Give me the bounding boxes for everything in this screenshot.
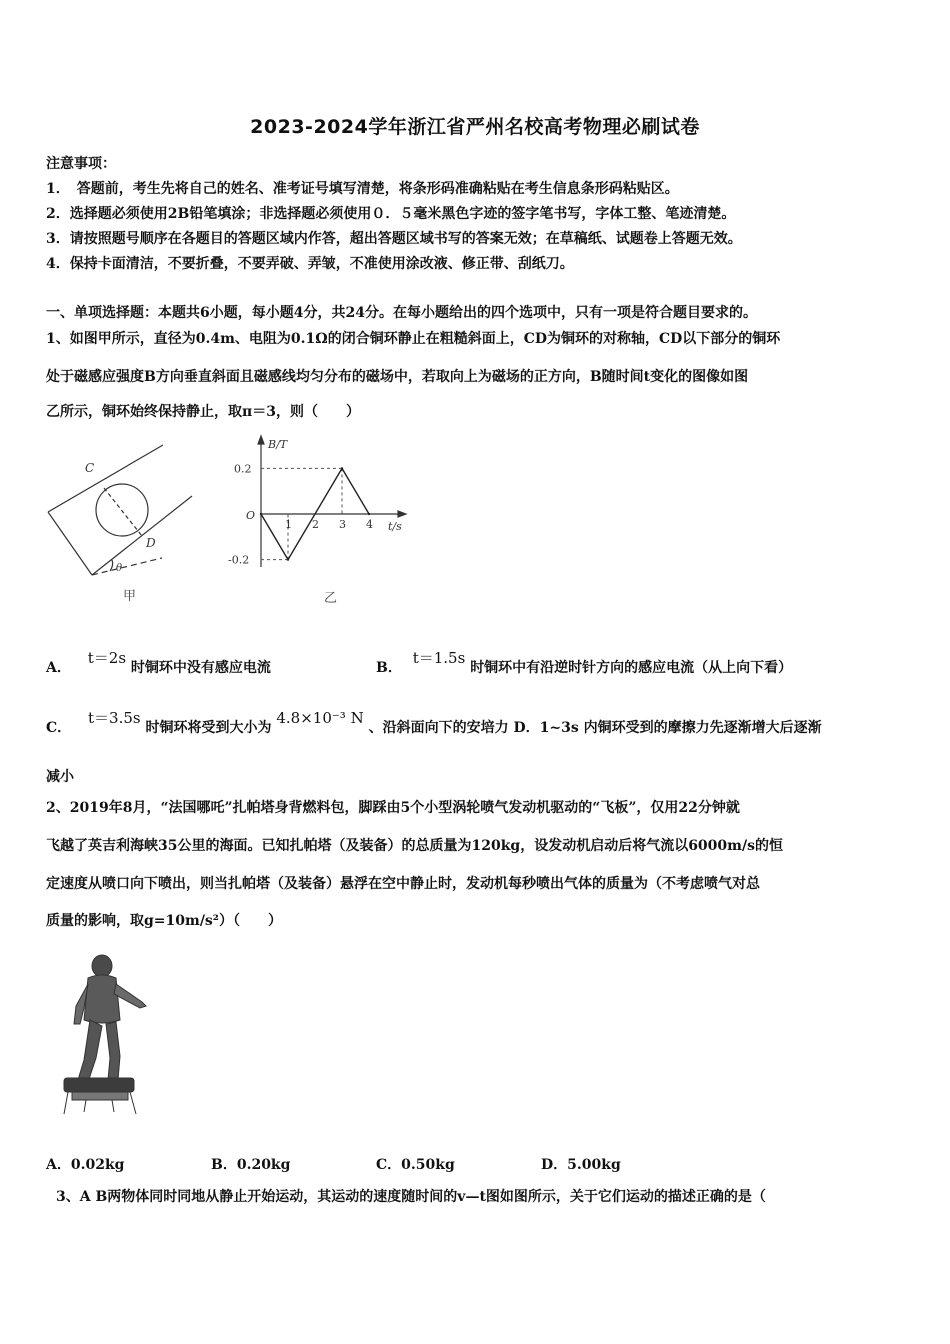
q1-option-c-text-2: 、沿斜面向下的安培力 D．1~3s 内铜环受到的摩擦力先逐渐增大后逐渐 <box>368 720 822 736</box>
notice-item-4: 4．保持卡面清洁，不要折叠，不要弄破、弄皱，不准使用涂改液、修正带、刮纸刀。 <box>46 256 574 272</box>
q1-option-b-math: t＝1.5s <box>412 649 466 667</box>
q1-line-3: 乙所示，铜环始终保持静止，取π＝3，则（ ） <box>46 404 360 420</box>
q3-line-1: 3、A B两物体同时同地从静止开始运动，其运动的速度随时间的v—t图如图所示，关于它们运动的描述正确的是（ <box>56 1189 766 1205</box>
caption-yi: 乙 <box>324 591 338 606</box>
q1-line-1: 1、如图甲所示，直径为0.4m、电阻为0.1Ω的闭合铜环静止在粗糙斜面上，CD为铜环的对称轴，CD以下部分的铜环 <box>46 331 781 347</box>
y-axis-arrow-icon <box>258 436 264 444</box>
q2-line-1: 2、2019年8月，“法国哪吒”扎帕塔身背燃料包，脚踩由5个小型涡轮喷气发动机驱动的“飞板”，仅用22分钟就 <box>46 800 740 816</box>
x-tick-label-4: 4 <box>366 518 373 531</box>
x-tick-label-3: 3 <box>339 518 346 531</box>
incline-drawing <box>48 445 192 575</box>
figure-yi-chart <box>222 432 422 607</box>
q2-option-b: B．0.20kg <box>211 1157 291 1173</box>
q1-option-a <box>46 649 271 677</box>
q1-line-2: 处于磁感应强度B方向垂直斜面且磁感线均匀分布的磁场中，若取向上为磁场的正方向，B随时间t变化的图像如图 <box>46 369 749 385</box>
label-d: D <box>146 536 156 550</box>
x-axis-label: t/s <box>388 520 402 533</box>
label-c: C <box>85 461 95 475</box>
q2-line-4: 质量的影响，取g=10m/s²）（ ） <box>46 913 282 929</box>
y-axis-label: B/T <box>268 438 288 451</box>
notice-item-3: 3．请按照题号顺序在各题目的答题区域内作答，超出答题区域书写的答案无效；在草稿纸、试题卷上答题无效。 <box>46 231 742 247</box>
label-theta: θ <box>116 563 123 574</box>
data-point-0 <box>260 513 262 515</box>
caption-jia: 甲 <box>123 589 137 604</box>
data-point-1 <box>287 558 289 560</box>
q2-option-c: C．0.50kg <box>376 1157 455 1173</box>
x-tick-label-2: 2 <box>312 518 319 531</box>
y-tick-label-1: -0.2 <box>228 553 250 567</box>
flyboard-person-image <box>50 950 160 1120</box>
q1-option-b <box>376 649 793 677</box>
notice-item-1: 1． 答题前，考生先将自己的姓名、准考证号填写清楚，将条形码准确粘贴在考生信息条形码粘贴区。 <box>46 181 679 197</box>
x-axis-arrow-icon <box>398 511 406 517</box>
q1-option-a-text: 时铜环中没有感应电流 <box>130 660 271 676</box>
q1-option-c-math-2: 4.8×10⁻³ N <box>276 709 364 727</box>
notice-heading: 注意事项： <box>46 156 116 172</box>
section-heading: 一、单项选择题：本题共6小题，每小题4分，共24分。在每小题给出的四个选项中，只有一项是符合题目要求的。 <box>46 305 757 321</box>
q1-option-a-math: t＝2s <box>87 649 127 667</box>
q2-option-d: D．5.00kg <box>541 1157 621 1173</box>
q1-option-b-label: B． <box>376 660 402 676</box>
figure-jia <box>40 440 210 610</box>
q1-option-b-text: 时铜环中有沿逆时针方向的感应电流（从上向下看） <box>470 660 793 676</box>
x-tick-label-1: 1 <box>285 518 292 531</box>
page-title: 2023-2024学年浙江省严州名校高考物理必刷试卷 <box>250 116 700 138</box>
q1-option-c <box>46 709 822 737</box>
q1-option-cont: 减小 <box>46 769 74 785</box>
q1-option-c-math: t＝3.5s <box>88 709 141 727</box>
y-tick-label-0: 0.2 <box>234 462 252 476</box>
q1-option-a-label: A． <box>46 660 71 676</box>
origin-label: O <box>246 509 256 522</box>
q2-line-3: 定速度从喷口向下喷出，则当扎帕塔（及装备）悬浮在空中静止时，发动机每秒喷出气体的质量为（不考虑喷气对总 <box>46 876 760 892</box>
q1-option-c-label: C． <box>46 720 72 736</box>
q2-option-a: A．0.02kg <box>46 1157 125 1173</box>
data-point-2 <box>341 467 343 469</box>
q2-line-2: 飞越了英吉利海峡35公里的海面。已知扎帕塔（及装备）的总质量为120kg，设发动机启动后将气流以6000m/s的恒 <box>46 838 783 854</box>
notice-item-2: 2．选择题必须使用2B铅笔填涂；非选择题必须使用０．５毫米黑色字迹的签字笔书写，字体工整、笔迹清楚。 <box>46 206 736 222</box>
q1-option-c-text-1: 时铜环将受到大小为 <box>145 720 272 736</box>
data-point-3 <box>368 513 370 515</box>
